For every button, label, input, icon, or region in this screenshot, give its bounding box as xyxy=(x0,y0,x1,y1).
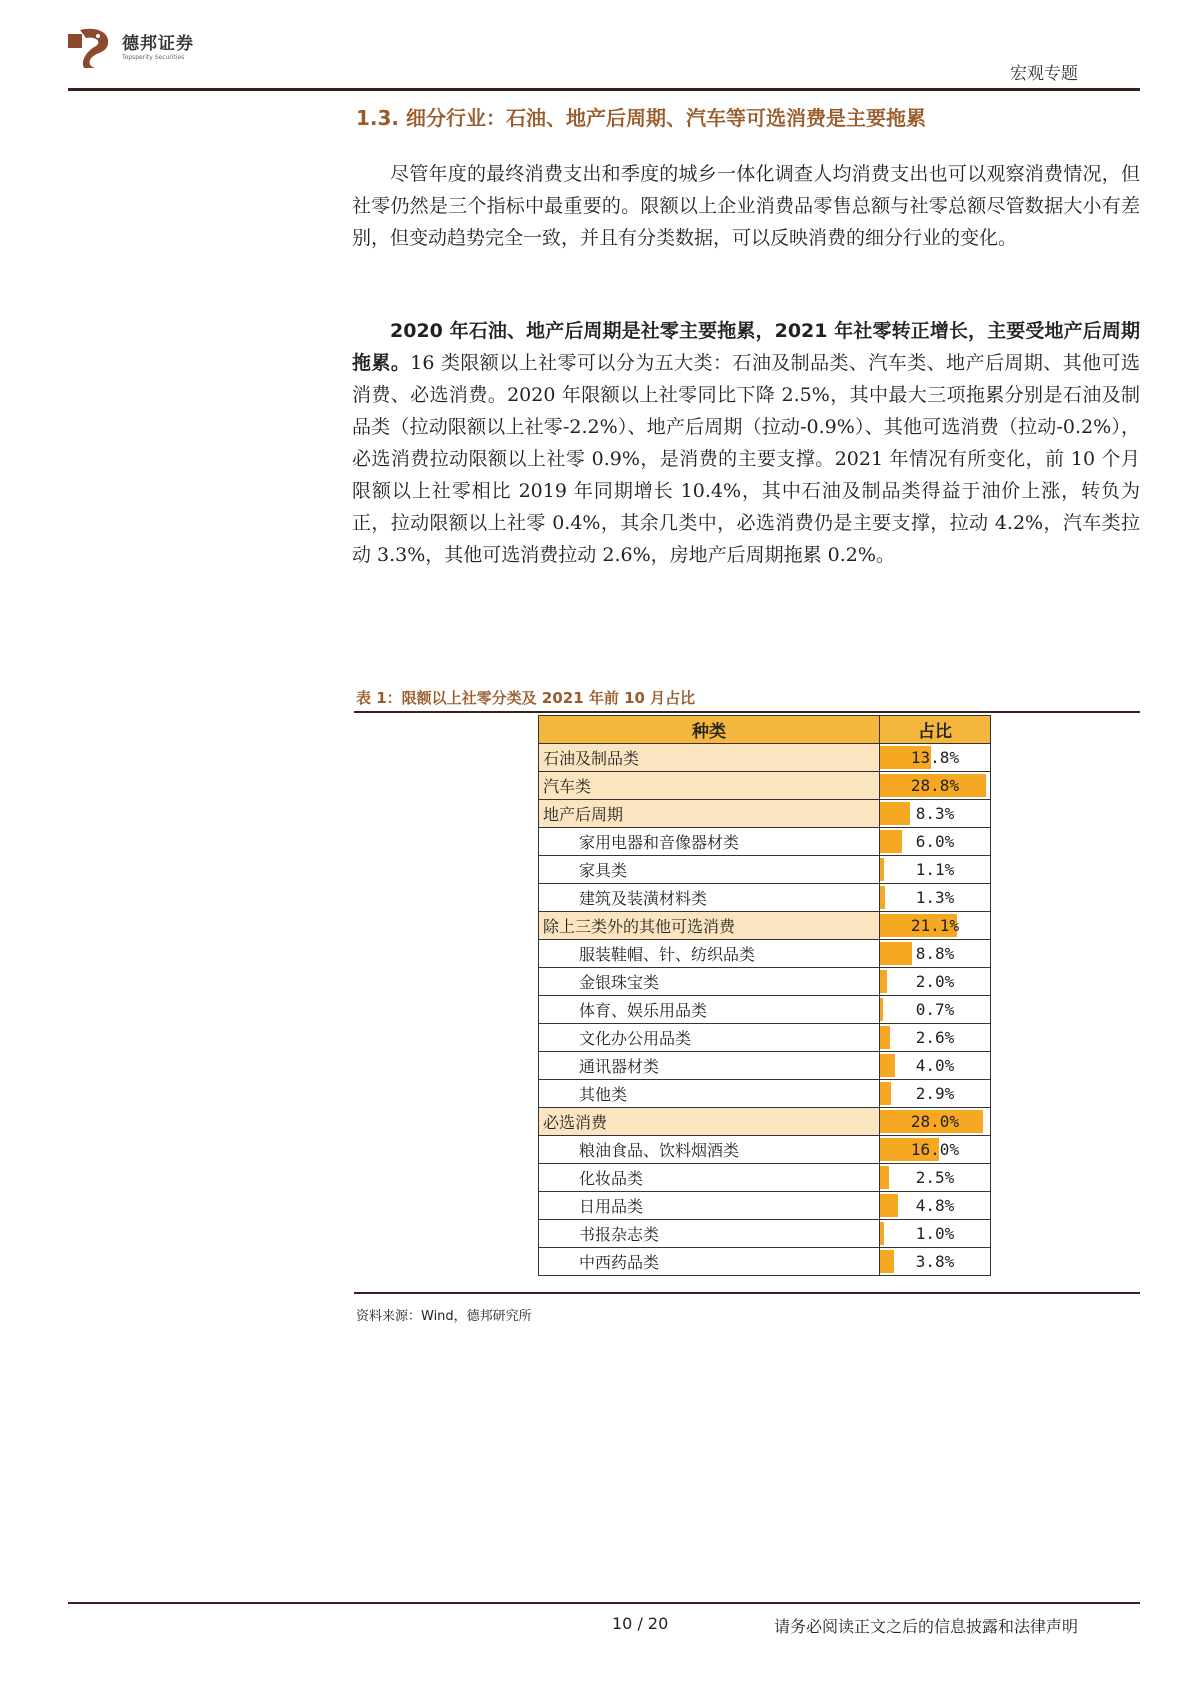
header-share: 占比 xyxy=(880,716,991,744)
share-bar xyxy=(880,942,912,965)
table-row xyxy=(539,744,991,772)
row-share-cell xyxy=(880,1164,991,1192)
row-category: 粮油食品、饮料烟酒类 xyxy=(539,1136,880,1164)
section-title: 1.3. 细分行业：石油、地产后周期、汽车等可选消费是主要拖累 xyxy=(356,106,926,130)
share-bar xyxy=(880,1194,898,1217)
row-share-cell xyxy=(880,856,991,884)
row-share-cell xyxy=(880,884,991,912)
table-row xyxy=(539,968,991,996)
share-bar xyxy=(880,830,902,853)
row-share-value: 4.8% xyxy=(915,1196,955,1215)
row-share-cell xyxy=(880,800,991,828)
table-row xyxy=(539,1248,991,1276)
share-bar xyxy=(880,1166,889,1189)
row-share-value: 0.7% xyxy=(915,1000,955,1019)
logo-name-cn: 德邦证券 xyxy=(122,34,194,54)
row-share-value: 8.3% xyxy=(915,804,955,823)
row-share-cell xyxy=(880,1220,991,1248)
row-share-value: 21.1% xyxy=(910,916,960,935)
row-share-value: 8.8% xyxy=(915,944,955,963)
company-logo xyxy=(66,26,194,70)
table-bottom-rule xyxy=(354,1292,1140,1294)
table-title: 表 1：限额以上社零分类及 2021 年前 10 月占比 xyxy=(356,689,696,707)
row-share-cell xyxy=(880,968,991,996)
table-row xyxy=(539,1192,991,1220)
row-category: 其他类 xyxy=(539,1080,880,1108)
row-share-value: 1.1% xyxy=(915,860,955,879)
row-share-cell xyxy=(880,828,991,856)
row-share-cell xyxy=(880,1024,991,1052)
row-share-cell xyxy=(880,996,991,1024)
row-share-value: 28.8% xyxy=(910,776,960,795)
table-row xyxy=(539,800,991,828)
category-share-table xyxy=(538,715,991,1276)
row-share-cell xyxy=(880,1248,991,1276)
row-share-value: 16.0% xyxy=(910,1140,960,1159)
share-bar xyxy=(880,1054,895,1077)
footer-divider xyxy=(68,1602,1140,1604)
row-category: 石油及制品类 xyxy=(539,744,880,772)
table-row xyxy=(539,828,991,856)
row-category: 日用品类 xyxy=(539,1192,880,1220)
row-category: 文化办公用品类 xyxy=(539,1024,880,1052)
row-category: 必选消费 xyxy=(539,1108,880,1136)
row-category: 地产后周期 xyxy=(539,800,880,828)
table-row xyxy=(539,1052,991,1080)
table-header-row xyxy=(539,716,991,744)
row-share-value: 2.9% xyxy=(915,1084,955,1103)
row-share-cell xyxy=(880,940,991,968)
row-category: 除上三类外的其他可选消费 xyxy=(539,912,880,940)
report-category: 宏观专题 xyxy=(1010,64,1078,84)
share-bar xyxy=(880,1250,894,1273)
page-number: 10 / 20 xyxy=(612,1614,669,1633)
row-category: 汽车类 xyxy=(539,772,880,800)
table-row xyxy=(539,1220,991,1248)
row-share-cell xyxy=(880,1192,991,1220)
row-category: 书报杂志类 xyxy=(539,1220,880,1248)
row-share-cell xyxy=(880,912,991,940)
share-bar xyxy=(880,802,910,825)
paragraph-2 xyxy=(352,315,1140,571)
share-bar xyxy=(880,1222,884,1245)
share-bar xyxy=(880,998,883,1021)
header-divider xyxy=(68,88,1140,91)
table-row xyxy=(539,996,991,1024)
table-row xyxy=(539,912,991,940)
table-row xyxy=(539,940,991,968)
row-category: 金银珠宝类 xyxy=(539,968,880,996)
row-share-cell xyxy=(880,772,991,800)
share-bar xyxy=(880,886,885,909)
source-note: 资料来源：Wind，德邦研究所 xyxy=(356,1309,532,1324)
row-category: 通讯器材类 xyxy=(539,1052,880,1080)
share-bar xyxy=(880,970,887,993)
logo-name-en: Topsperity Securities xyxy=(122,54,185,61)
table-row xyxy=(539,884,991,912)
row-category: 体育、娱乐用品类 xyxy=(539,996,880,1024)
row-category: 家具类 xyxy=(539,856,880,884)
row-category: 服装鞋帽、针、纺织品类 xyxy=(539,940,880,968)
share-bar xyxy=(880,1026,890,1049)
row-share-cell xyxy=(880,744,991,772)
table-row xyxy=(539,1080,991,1108)
row-share-value: 1.0% xyxy=(915,1224,955,1243)
share-bar xyxy=(880,858,884,881)
row-share-value: 4.0% xyxy=(915,1056,955,1075)
row-share-value: 28.0% xyxy=(910,1112,960,1131)
paragraph-2-body: 16 类限额以上社零可以分为五大类：石油及制品类、汽车类、地产后周期、其他可选消费、必选消费。2020 年限额以上社零同比下降 2.5%，其中最大三项拖累分别是石油及制品类（拉动限额以上社零-2.2%）、地产后周期（拉动-0.9%）、其他可选消费（拉动-0.2%），必选消费拉动限额以上社零 0.9%，是消费的主要支撑。2021 年情况有所变化，前 10 个月限额以上社零相比 2019 年同期增长 10.4%，其中石油及制品类得益于油价上涨，转负为正，拉动限额以上社零 0.4%，其余几类中，必选消费仍是主要支撑，拉动 4.2%，汽车类拉动 3.3%，其他可选消费拉动 2.6%，房地产后周期拖累 0.2%。 xyxy=(352,352,1140,566)
table-row xyxy=(539,1164,991,1192)
row-category: 建筑及装潢材料类 xyxy=(539,884,880,912)
table-row xyxy=(539,772,991,800)
row-category: 家用电器和音像器材类 xyxy=(539,828,880,856)
paragraph-1: 尽管年度的最终消费支出和季度的城乡一体化调查人均消费支出也可以观察消费情况，但社零仍然是三个指标中最重要的。限额以上企业消费品零售总额与社零总额尽管数据大小有差别，但变动趋势完全一致，并且有分类数据，可以反映消费的细分行业的变化。 xyxy=(352,163,1140,249)
row-share-value: 3.8% xyxy=(915,1252,955,1271)
legal-disclaimer: 请务必阅读正文之后的信息披露和法律声明 xyxy=(774,1617,1079,1636)
table-row xyxy=(539,1136,991,1164)
table-row xyxy=(539,1108,991,1136)
row-share-cell xyxy=(880,1108,991,1136)
table-row xyxy=(539,1024,991,1052)
row-share-value: 13.8% xyxy=(910,748,960,767)
table-row xyxy=(539,856,991,884)
row-share-cell xyxy=(880,1080,991,1108)
row-share-value: 1.3% xyxy=(915,888,955,907)
row-share-cell xyxy=(880,1052,991,1080)
table-top-rule xyxy=(354,711,1140,713)
header-category: 种类 xyxy=(539,716,880,744)
dragon-logo-icon xyxy=(66,26,114,70)
row-share-value: 2.6% xyxy=(915,1028,955,1047)
row-category: 中西药品类 xyxy=(539,1248,880,1276)
row-share-value: 6.0% xyxy=(915,832,955,851)
row-share-cell xyxy=(880,1136,991,1164)
row-category: 化妆品类 xyxy=(539,1164,880,1192)
paragraph-2-lead: 2020 年石油、地产后周期是社零主要拖累，2021 年社零转正增长，主要受地产后周期拖累。 xyxy=(352,320,1140,374)
row-share-value: 2.5% xyxy=(915,1168,955,1187)
row-share-value: 2.0% xyxy=(915,972,955,991)
share-bar xyxy=(880,1082,891,1105)
